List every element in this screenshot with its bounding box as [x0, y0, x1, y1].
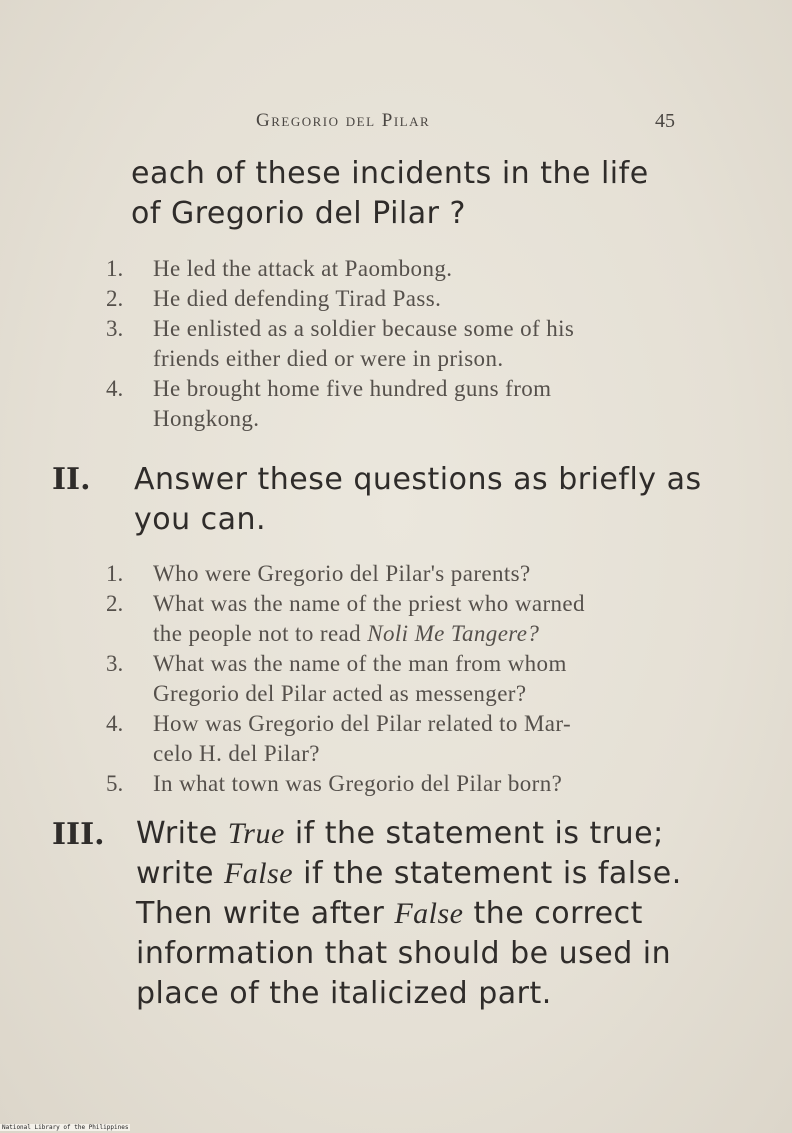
list-item: [106, 649, 585, 709]
item-number: 3.: [106, 651, 124, 676]
item-number: 2.: [106, 591, 124, 616]
list-item: [106, 314, 574, 374]
section-numeral-iii: III.: [52, 817, 105, 852]
item-text: Gregorio del Pilar acted as messenger?: [153, 681, 527, 706]
item-text: Hongkong.: [153, 406, 260, 431]
section-ii-line-1: Answer these questions as briefly as: [134, 462, 702, 497]
item-number: 1.: [106, 256, 124, 281]
item-text: How was Gregorio del Pilar related to Mar-: [153, 711, 572, 736]
intro-line-2: of Gregorio del Pilar ?: [131, 196, 466, 231]
list-item: [106, 709, 585, 769]
section-numeral-ii: II.: [52, 462, 91, 497]
section-iii-heading: [136, 814, 682, 1014]
incident-list: [106, 254, 574, 434]
italic-word: True: [227, 817, 285, 850]
text-run: write: [136, 856, 224, 891]
italic-word: False: [223, 857, 294, 890]
library-credit: National Library of the Philippines: [2, 1124, 129, 1131]
item-number: 1.: [106, 561, 124, 586]
section-iii-line-5: place of the italicized part.: [136, 976, 552, 1011]
item-text: friends either died or were in prison.: [153, 346, 504, 371]
item-text: Who were Gregorio del Pilar's parents?: [153, 561, 531, 586]
item-number: 3.: [106, 316, 124, 341]
book-title: Noli Me Tangere?: [367, 621, 540, 646]
text-run: Then write after: [136, 896, 395, 931]
list-item: [106, 559, 585, 589]
list-item: [106, 769, 585, 799]
list-item: [106, 284, 574, 314]
page-number: 45: [655, 110, 675, 132]
item-number: 4.: [106, 711, 124, 736]
running-title: Gregorio del Pilar: [256, 110, 431, 131]
text-run: Write: [136, 816, 228, 851]
italic-word: False: [394, 897, 464, 930]
intro-line-1: each of these incidents in the life: [131, 156, 649, 191]
item-number: 5.: [106, 771, 124, 796]
item-text: He led the attack at Paombong.: [153, 256, 453, 281]
item-text-plain: the people not to read: [153, 621, 368, 646]
item-number: 2.: [106, 286, 124, 311]
text-run: the correct: [463, 896, 643, 931]
item-text: In what town was Gregorio del Pilar born?: [153, 771, 563, 796]
section-iii-line-2: [136, 854, 682, 894]
item-text: He died defending Tirad Pass.: [153, 286, 442, 311]
item-text: [153, 619, 585, 649]
running-head: [0, 110, 792, 140]
text-run: if the statement is true;: [284, 816, 664, 851]
section-ii-heading: [134, 460, 702, 540]
intro-heading: [131, 154, 649, 234]
text-run: if the statement is false.: [293, 856, 682, 891]
section-iii-line-4: information that should be used in: [136, 936, 672, 971]
list-item: [106, 589, 585, 649]
list-item: [106, 374, 574, 434]
section-iii-line-1: [136, 814, 682, 854]
item-text: He enlisted as a soldier because some of his: [153, 316, 575, 341]
item-text: What was the name of the man from whom: [153, 651, 567, 676]
list-item: [106, 254, 574, 284]
item-text: celo H. del Pilar?: [153, 741, 320, 766]
section-iii-line-3: [136, 894, 682, 934]
item-number: 4.: [106, 376, 124, 401]
section-ii-line-2: you can.: [134, 502, 267, 537]
item-text: He brought home five hundred guns from: [153, 376, 552, 401]
item-text: What was the name of the priest who warned: [153, 591, 585, 616]
question-list: [106, 559, 585, 799]
